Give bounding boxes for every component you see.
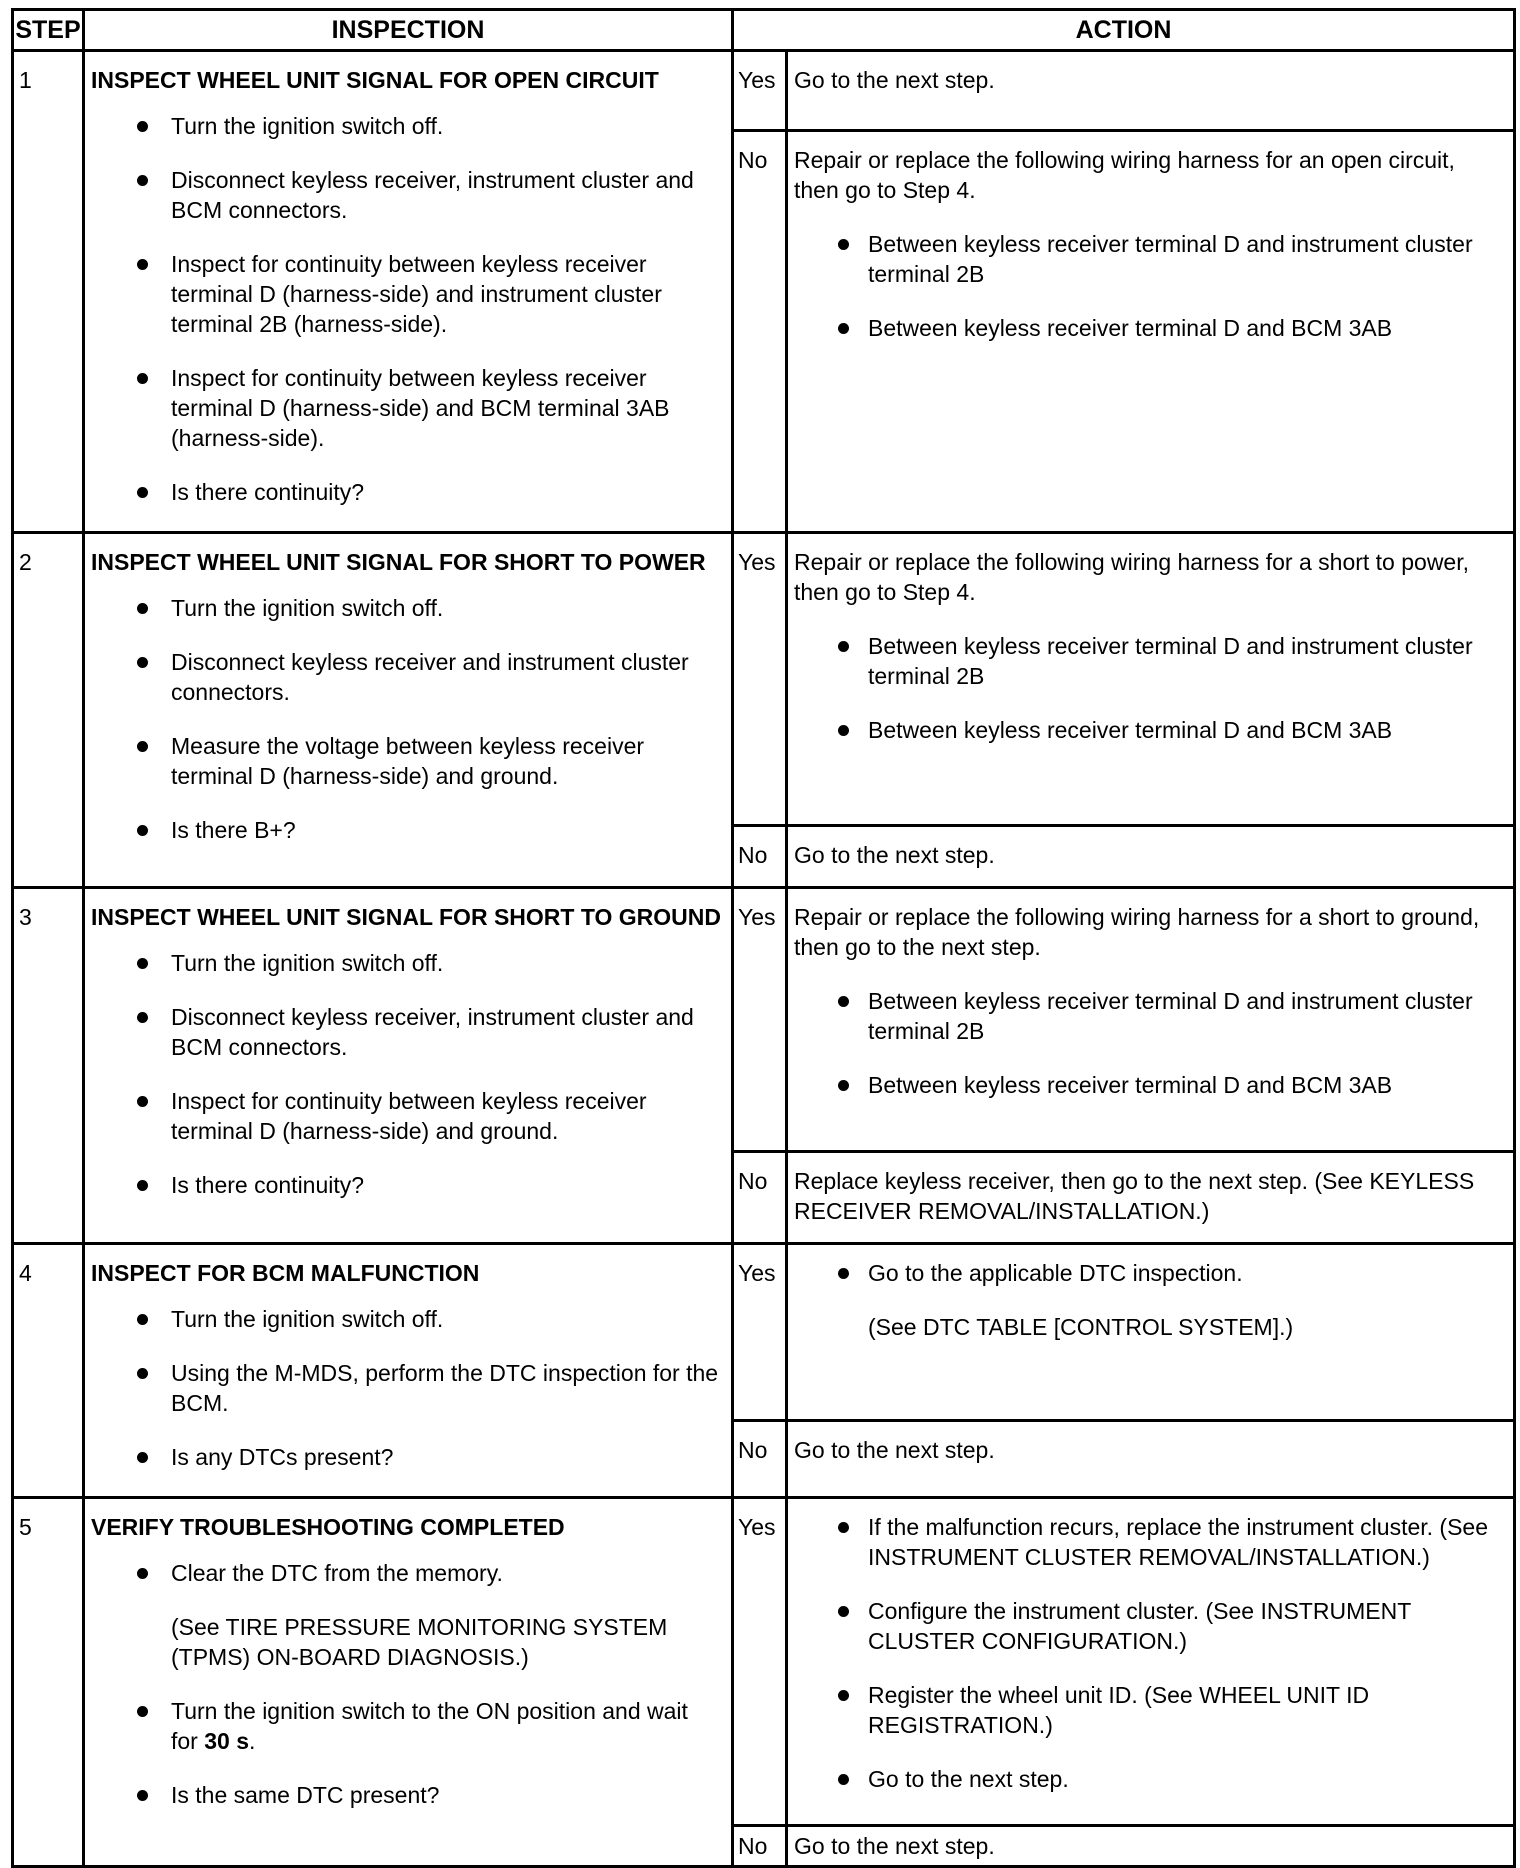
step-3-yes-row <box>13 888 1515 1152</box>
inspection-item: Is there continuity? <box>91 477 721 507</box>
inspection-item: Disconnect keyless receiver, instrument cluster and BCM connectors. <box>91 165 721 225</box>
action-item: Between keyless receiver terminal D and instrument cluster terminal 2B <box>794 986 1503 1046</box>
yes-action <box>787 888 1515 1152</box>
action-item: Register the wheel unit ID. (See WHEEL UNIT ID REGISTRATION.) <box>794 1680 1503 1740</box>
action-item: Configure the instrument cluster. (See INSTRUMENT CLUSTER CONFIGURATION.) <box>794 1596 1503 1656</box>
action-item: Between keyless receiver terminal D and BCM 3AB <box>794 1070 1503 1100</box>
no-action <box>787 130 1515 532</box>
no-label: No <box>733 1826 787 1867</box>
step-4-inspection <box>84 1244 733 1498</box>
inspection-note: (See TIRE PRESSURE MONITORING SYSTEM (TPMS) ON-BOARD DIAGNOSIS.) <box>171 1614 668 1670</box>
no-label: No <box>733 1152 787 1244</box>
action-text: Go to the next step. <box>794 1437 995 1464</box>
step-5-inspection <box>84 1498 733 1867</box>
step-3-inspection <box>84 888 733 1244</box>
inspection-list <box>91 1558 721 1588</box>
action-list <box>794 986 1503 1100</box>
inspection-item: Is the same DTC present? <box>91 1780 721 1810</box>
inspection-item: Turn the ignition switch to the ON position and wait for 30 s. <box>91 1696 721 1756</box>
yes-label: Yes <box>733 888 787 1152</box>
step-title: VERIFY TROUBLESHOOTING COMPLETED <box>91 1514 565 1540</box>
action-item: Between keyless receiver terminal D and instrument cluster terminal 2B <box>794 229 1503 289</box>
step-number: 4 <box>13 1244 84 1498</box>
action-item: If the malfunction recurs, replace the instrument cluster. (See INSTRUMENT CLUSTER REMOVAL/INSTALLATION.) <box>794 1512 1503 1572</box>
action-note: (See DTC TABLE [CONTROL SYSTEM].) <box>868 1314 1294 1340</box>
yes-action <box>787 1498 1515 1826</box>
action-list <box>794 229 1503 343</box>
inspection-item: Is there B+? <box>91 815 721 845</box>
step-title: INSPECT WHEEL UNIT SIGNAL FOR SHORT TO POWER <box>91 549 706 575</box>
yes-label: Yes <box>733 1244 787 1421</box>
inspection-item: Turn the ignition switch off. <box>91 948 721 978</box>
action-list <box>794 1258 1503 1288</box>
inspection-list <box>91 111 721 507</box>
no-action <box>787 1421 1515 1498</box>
yes-label: Yes <box>733 533 787 826</box>
step-number: 3 <box>13 888 84 1244</box>
inspection-item: Measure the voltage between keyless receiver terminal D (harness-side) and ground. <box>91 731 721 791</box>
inspection-list <box>91 593 721 845</box>
no-action <box>787 1826 1515 1867</box>
no-label: No <box>733 130 787 532</box>
yes-action <box>787 1244 1515 1421</box>
step-1-inspection <box>84 51 733 533</box>
action-text: Repair or replace the following wiring harness for a short to power, then go to Step 4. <box>794 549 1470 605</box>
action-text: Go to the next step. <box>794 67 995 93</box>
inspection-item: Disconnect keyless receiver, instrument cluster and BCM connectors. <box>91 1002 721 1062</box>
troubleshooting-table-container <box>11 8 1513 1859</box>
inspection-item: Using the M-MDS, perform the DTC inspection for the BCM. <box>91 1358 721 1418</box>
no-label: No <box>733 1421 787 1498</box>
yes-label: Yes <box>733 1498 787 1826</box>
step-2-yes-row <box>13 533 1515 826</box>
step-number: 2 <box>13 533 84 888</box>
inspection-item: Clear the DTC from the memory. <box>91 1558 721 1588</box>
step-1-yes-row <box>13 51 1515 131</box>
step-number: 5 <box>13 1498 84 1867</box>
header-action: ACTION <box>733 10 1515 51</box>
action-item: Go to the applicable DTC inspection. <box>794 1258 1503 1288</box>
inspection-list <box>91 1696 721 1810</box>
action-item: Between keyless receiver terminal D and BCM 3AB <box>794 715 1503 745</box>
yes-action <box>787 533 1515 826</box>
inspection-item: Is any DTCs present? <box>91 1442 721 1472</box>
action-item: Between keyless receiver terminal D and instrument cluster terminal 2B <box>794 631 1503 691</box>
header-step: STEP <box>13 10 84 51</box>
inspection-list <box>91 1304 721 1472</box>
step-2-inspection <box>84 533 733 888</box>
inspection-item: Turn the ignition switch off. <box>91 1304 721 1334</box>
no-action <box>787 1152 1515 1244</box>
action-text: Replace keyless receiver, then go to the next step. (See KEYLESS RECEIVER REMOVAL/INSTALLATION.) <box>794 1168 1475 1224</box>
inspection-item: Turn the ignition switch off. <box>91 593 721 623</box>
inspection-item: Turn the ignition switch off. <box>91 111 721 141</box>
inspection-item-text: Turn the ignition switch to the ON position and wait for <box>171 1698 688 1754</box>
action-item: Go to the next step. <box>794 1764 1503 1794</box>
no-label: No <box>733 826 787 888</box>
header-row <box>13 10 1515 51</box>
inspection-list <box>91 948 721 1200</box>
step-number: 1 <box>13 51 84 533</box>
action-text: Go to the next step. <box>794 1833 995 1859</box>
action-list <box>794 1512 1503 1794</box>
step-5-yes-row <box>13 1498 1515 1826</box>
inspection-item: Inspect for continuity between keyless receiver terminal D (harness-side) and BCM terminal 3AB (harness-side). <box>91 363 721 453</box>
inspection-item: Disconnect keyless receiver and instrument cluster connectors. <box>91 647 721 707</box>
wait-time-value: 30 s <box>204 1728 249 1754</box>
action-list <box>794 631 1503 745</box>
yes-action <box>787 51 1515 131</box>
inspection-item: Inspect for continuity between keyless receiver terminal D (harness-side) and ground. <box>91 1086 721 1146</box>
step-title: INSPECT WHEEL UNIT SIGNAL FOR OPEN CIRCUIT <box>91 67 659 93</box>
no-action <box>787 826 1515 888</box>
inspection-item: Is there continuity? <box>91 1170 721 1200</box>
yes-label: Yes <box>733 51 787 131</box>
step-title: INSPECT FOR BCM MALFUNCTION <box>91 1260 480 1286</box>
step-title: INSPECT WHEEL UNIT SIGNAL FOR SHORT TO GROUND <box>91 904 721 930</box>
troubleshooting-table <box>11 8 1516 1868</box>
inspection-item: Inspect for continuity between keyless receiver terminal D (harness-side) and instrument cluster terminal 2B (harness-side). <box>91 249 721 339</box>
step-4-yes-row <box>13 1244 1515 1421</box>
action-text: Repair or replace the following wiring harness for a short to ground, then go to the next step. <box>794 904 1480 960</box>
action-item: Between keyless receiver terminal D and BCM 3AB <box>794 313 1503 343</box>
action-text: Go to the next step. <box>794 842 995 868</box>
action-text: Repair or replace the following wiring harness for an open circuit, then go to Step 4. <box>794 146 1455 203</box>
header-inspection: INSPECTION <box>84 10 733 51</box>
